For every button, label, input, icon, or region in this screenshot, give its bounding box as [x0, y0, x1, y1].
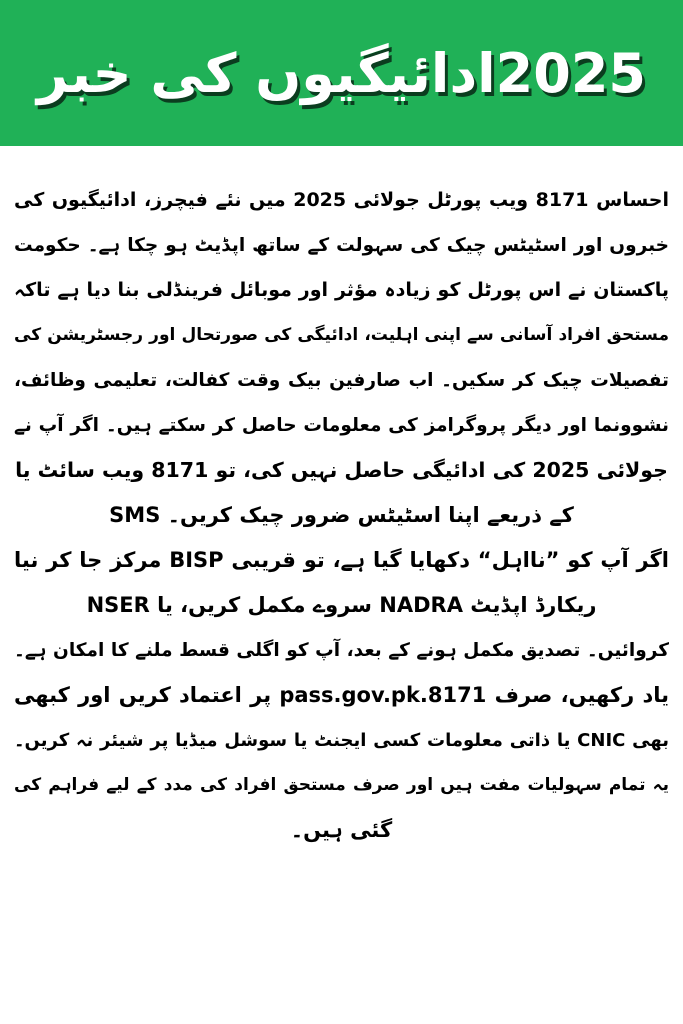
page-title: 2025ادائیگیوں کی خبر [37, 41, 646, 105]
article-line: تفصیلات چیک کر سکیں۔ اب صارفین بیک وقت کفالت، تعلیمی وظائف، [14, 370, 669, 391]
article-line: مستحق افراد آسانی سے اپنی اہلیت، ادائیگی کی صورتحال اور رجسٹریشن کی [14, 325, 669, 345]
article-line: جولائی 2025 کی ادائیگی حاصل نہیں کی، تو 8171 ویب سائٹ یا [15, 458, 668, 482]
article-line: اگر آپ کو ”نااہل“ دکھایا گیا ہے، تو قریبی BISP مرکز جا کر نیا [14, 548, 669, 572]
article-line: بھی CNIC یا ذاتی معلومات کسی ایجنٹ یا سوشل میڈیا پر شیئر نہ کریں۔ [14, 730, 669, 751]
article-line: پاکستان نے اس پورٹل کو زیادہ مؤثر اور موبائل فرینڈلی بنا دیا ہے تاکہ [14, 279, 669, 301]
article-line: خبروں اور اسٹیٹس چیک کی سہولت کے ساتھ اپڈیٹ ہو چکا ہے۔ حکومت [14, 235, 669, 256]
article-line: کروائیں۔ تصدیق مکمل ہونے کے بعد، آپ کو اگلی قسط ملنے کا امکان ہے۔ [14, 640, 669, 661]
article-line: یہ تمام سہولیات مفت ہیں اور صرف مستحق افراد کی مدد کے لیے فراہم کی [14, 775, 669, 795]
article-line: SMS کے ذریعے اپنا اسٹیٹس ضرور چیک کریں۔ [109, 503, 574, 527]
article-body [14, 178, 669, 853]
article-line: NSER سروے مکمل کریں، یا NADRA ریکارڈ اپڈیٹ [86, 593, 597, 617]
title-banner [0, 0, 683, 146]
article-line: نشوونما اور دیگر پروگرامز کی معلومات حاصل کر سکتے ہیں۔ اگر آپ نے [14, 415, 669, 436]
article-line: گئی ہیں۔ [290, 818, 393, 842]
article-line: احساس 8171 ویب پورٹل جولائی 2025 میں نئے فیچرز، ادائیگیوں کی [14, 189, 669, 211]
article-line: یاد رکھیں، صرف pass.gov.pk.8171 پر اعتماد کریں اور کبھی [14, 683, 669, 707]
